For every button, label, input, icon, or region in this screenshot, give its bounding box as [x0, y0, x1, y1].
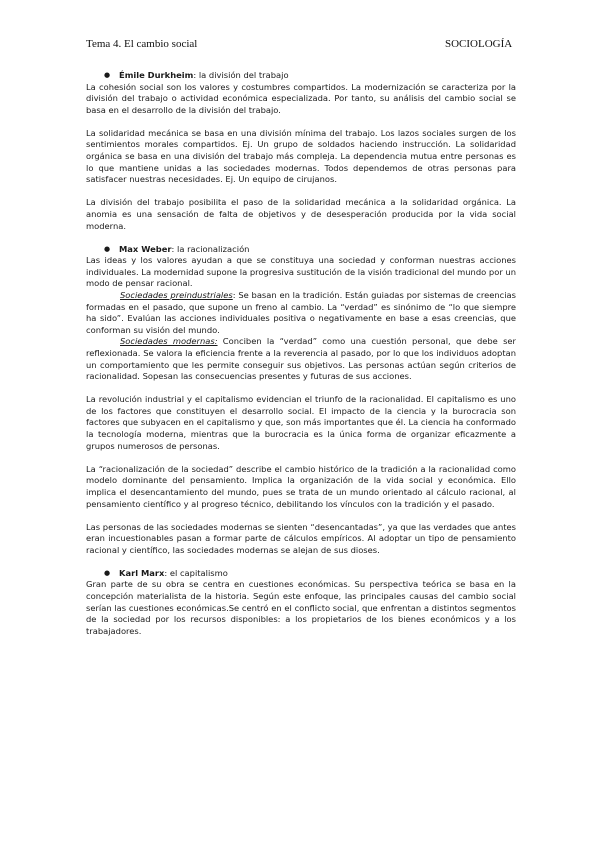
section-topic: : la racionalización — [171, 243, 250, 254]
paragraph: La revolución industrial y el capitalismo evidencian el triunfo de la racionalidad. El capitalismo es uno de los factores que constituyen el desarrollo social. El impacto de la ciencia y la burocracia son factores que subyacen en el capitalismo y que, son más importantes que él. La ciencia ha conformado la tecnología moderna, mientras que la burocracia es la única forma de organizar eficazmente a grupos numerosos de personas. — [86, 394, 516, 451]
subsection-label: Sociedades modernas: — [120, 336, 218, 347]
subsection-text: : Se basan en la tradición. Están guiadas por sistemas de creencias formadas en el pasado, que supone un freno al cambio. La “verdad” es sinónimo de “lo que siempre ha sido”. Evalúan las acciones individuales positiva o negativamente en base a esas creencias, que conforman su visión del mundo. — [86, 290, 516, 335]
document-body — [86, 70, 516, 637]
bullet-icon: ● — [104, 71, 111, 79]
subsection-modernas — [86, 336, 516, 382]
section-topic: : la división del trabajo — [193, 70, 289, 80]
subsection-text: Conciben la “verdad” como una cuestión personal, que debe ser reflexionada. Se valora la eficiencia frente a la reverencia al pasado, por lo que los individuos adoptan un comportamiento que les permite conseguir sus objetivos. Las personas actúan según criterios de racionalidad. Sopesan las consecuencias presentes y futuras de sus acciones. — [86, 336, 516, 382]
bullet-icon: ● — [104, 568, 111, 577]
author-name: Max Weber — [119, 243, 172, 254]
paragraph: La división del trabajo posibilita el paso de la solidaridad mecánica a la solidaridad orgánica. La anomia es una sensación de falta de objetivos y de desesperación producida por la vida social moderna. — [86, 197, 516, 231]
author-name: Karl Marx — [119, 567, 165, 578]
subsection-preindustriales — [86, 290, 516, 336]
paragraph: Gran parte de su obra se centra en cuestiones económicas. Su perspectiva teórica se basa en la concepción materialista de la historia. Según este enfoque, las principales causas del cambio social serían las cuestiones económicas.Se centró en el conflicto social, que enfrentan a distintos segmentos de la sociedad por los recursos disponibles: a los propietarios de los bienes económicos y a los trabajadores. — [86, 579, 516, 636]
paragraph: Las ideas y los valores ayudan a que se constituya una sociedad y conforman nuestras acciones individuales. La modernidad supone la progresiva sustitución de la visión tradicional del mundo por un modo de pensar racional. — [86, 255, 516, 289]
section-heading-marx — [86, 568, 516, 580]
bullet-icon: ● — [104, 244, 111, 253]
section-topic: : el capitalismo — [164, 567, 228, 578]
header-subject: SOCIOLOGÍA — [445, 38, 513, 50]
paragraph: Las personas de las sociedades modernas se sienten “desencantadas”, ya que las verdades que antes eran incuestionables pasan a formar parte de cálculos empíricos. Al adoptar un tipo de pensamiento racional y científico, las sociedades modernas se alejan de sus dioses. — [86, 521, 516, 555]
section-heading-durkheim — [86, 70, 516, 82]
author-name: Émile Durkheim — [119, 70, 194, 80]
paragraph: La “racionalización de la sociedad” describe el cambio histórico de la tradición a la racionalidad como modelo dominante del pensamiento. Implica la organización de la vida social y económica. Ello implica el desencantamiento del mundo, pues se trata de un mundo orientado al cálculo racional, al pensamiento científico y al progreso técnico, debilitando los vínculos con la tradición y el pasado. — [86, 463, 516, 509]
paragraph: La solidaridad mecánica se basa en una división mínima del trabajo. Los lazos sociales surgen de los sentimientos morales compartidos. Ej. Un grupo de soldados haciendo instrucción. La solidaridad orgánica se basa en una división del trabajo más compleja. La dependencia mutua entre personas es lo que mantiene unidas a las sociedades modernas. Todos dependemos de otras personas para satisfacer nuestras necesidades. Ej. Un equipo de cirujanos. — [86, 127, 516, 185]
paragraph: La cohesión social son los valores y costumbres compartidos. La modernización se caracteriza por la división del trabajo o actividad económica especializada. Por tanto, su análisis del cambio social se basa en el desarrollo de la división del trabajo. — [86, 81, 516, 115]
section-heading-weber — [86, 244, 516, 256]
subsection-label: Sociedades preindustriales — [120, 290, 233, 300]
header-title: Tema 4. El cambio social — [86, 38, 198, 50]
